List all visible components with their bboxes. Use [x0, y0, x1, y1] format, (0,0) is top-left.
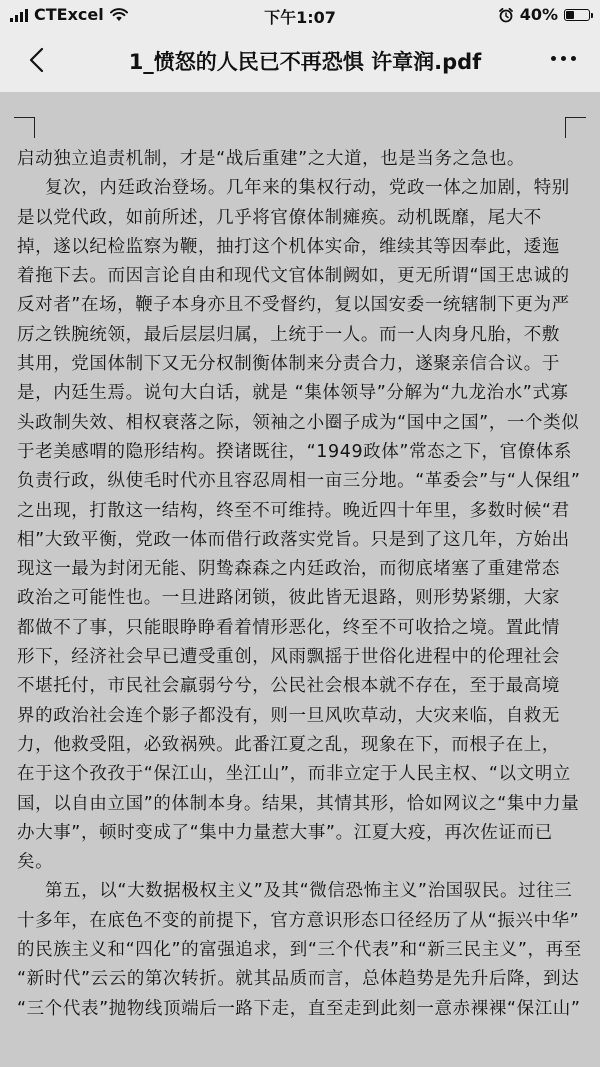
status-bar — [0, 0, 600, 30]
pdf-page[interactable] — [0, 92, 600, 1067]
crop-mark-top-right — [565, 117, 586, 138]
battery-percent: 40% — [519, 5, 558, 24]
text-line: 之出现，打散这一结构，终至不可维持。晚近四十年里，多数时候“君 — [17, 500, 570, 521]
text-line: 现这一最为封闭无能、阴鸷森森之内廷政治，而彻底堵塞了重建常态 — [17, 559, 560, 580]
text-line: 界的政治社会连个影子都没有，则一旦风吹草动，大灾来临，自救无 — [17, 705, 560, 726]
text-line: 第五，以“大数据极权主义”及其“微信恐怖主义”治国驭民。过往三 — [45, 881, 573, 902]
text-line: 形下，经济社会早已遭受重创，风雨飘摇于世俗化进程中的伦理社会 — [17, 647, 560, 668]
more-dot-icon — [561, 56, 566, 61]
crop-mark-top-left — [14, 117, 35, 138]
text-line: 头政制失效、相权衰落之际，领袖之小圈子成为“国中之国”，一个类似 — [17, 412, 580, 433]
status-right-group — [498, 5, 590, 24]
carrier-name: CTExcel — [34, 5, 104, 24]
text-line: 在于这个孜孜于“保江山，坐江山”，而非立定于人民主权、“以文明立 — [17, 764, 571, 785]
text-line: 掉，遂以纪检监察为鞭，抽打这个机体实命，维续其等因奉此，逶迤 — [17, 236, 560, 257]
text-line: 办大事”，顿时变成了“集中力量惹大事”。江夏大疫，再次佐证而已 — [17, 822, 553, 843]
clock: 下午1:07 — [264, 8, 336, 27]
text-line: 力，他救受阻，必致祸殃。此番江夏之乱，现象在下，而根子在上， — [17, 734, 560, 755]
text-line: 矣。 — [17, 852, 54, 873]
text-line: 反对者”在场，鞭子本身亦且不受督约，复以国安委一统辖制下更为严 — [17, 295, 570, 316]
battery-icon — [564, 9, 590, 21]
document-text — [17, 145, 583, 1024]
alarm-icon — [498, 7, 514, 23]
text-line: 的民族主义和“四化”的富强追求，到“三个代表”和“新三民主义”，再至 — [17, 940, 582, 961]
text-line: 复次，内廷政治登场。几年来的集权行动，党政一体之加剧，特别 — [45, 178, 570, 199]
text-line: 是以党代政，如前所述，几乎将官僚体制瘫痪。动机既靡，尾大不 — [17, 207, 542, 228]
text-line: 启动独立追责机制，才是“战后重建”之大道，也是当务之急也。 — [17, 149, 526, 169]
more-options-button[interactable] — [551, 56, 576, 61]
text-line: 国，以自由立国”的体制本身。结果，其情其形，恰如网议之“集中力量 — [17, 793, 580, 814]
text-line: 都做不了事，只能眼睁睁看着情形恶化，终至不可收拾之境。置此情 — [17, 617, 560, 638]
text-line: 相”大致平衡，党政一体而借行政落实党旨。只是到了这几年，方始出 — [17, 529, 570, 550]
text-line: 十多年，在底色不变的前提下，官方意识形态口径经历了从“振兴中华” — [17, 910, 580, 931]
chevron-left-icon — [22, 44, 54, 76]
text-line: 不堪托付，市民社会羸弱兮兮，公民社会根本就不存在，至于最高境 — [17, 676, 560, 697]
text-line: “新时代”云云的第次转折。就其品质而言，总体趋势是先升后降，到达 — [17, 969, 580, 990]
navigation-bar — [0, 30, 600, 92]
text-line: 于老美感喟的隐形结构。揆诸既往，“1949政体”常态之下，官僚体系 — [17, 441, 572, 462]
text-line: 负责行政，纵使毛时代亦且容忍周相一亩三分地。“革委会”与“人保组” — [17, 471, 581, 492]
text-line: 是，内廷生焉。说句大白话，就是 “集体领导”分解为“九龙治水”式寡 — [17, 383, 569, 404]
document-title: 1_愤怒的人民已不再恐惧 许章润.pdf — [128, 50, 482, 74]
battery-level — [566, 11, 574, 19]
more-dot-icon — [551, 56, 556, 61]
text-line: 厉之铁腕统领，最后层层归属，上统于一人。而一人肉身凡胎，不敷 — [17, 324, 560, 345]
back-button[interactable] — [22, 44, 54, 76]
text-line: 政治之可能性也。一旦进路闭锁，彼此皆无退路，则形势紧绷，大家 — [17, 588, 560, 609]
more-dot-icon — [571, 56, 576, 61]
text-line: 其用，党国体制下又无分权制衡体制来分责合力，遂聚亲信合议。于 — [17, 354, 560, 375]
text-line: 着拖下去。而因言论自由和现代文官体制阙如，更无所谓“国王忠诚的 — [17, 266, 570, 287]
text-line: “三个代表”抛物线顶端后一路下走，直至走到此刻一意赤裸裸“保江山” — [17, 998, 581, 1019]
